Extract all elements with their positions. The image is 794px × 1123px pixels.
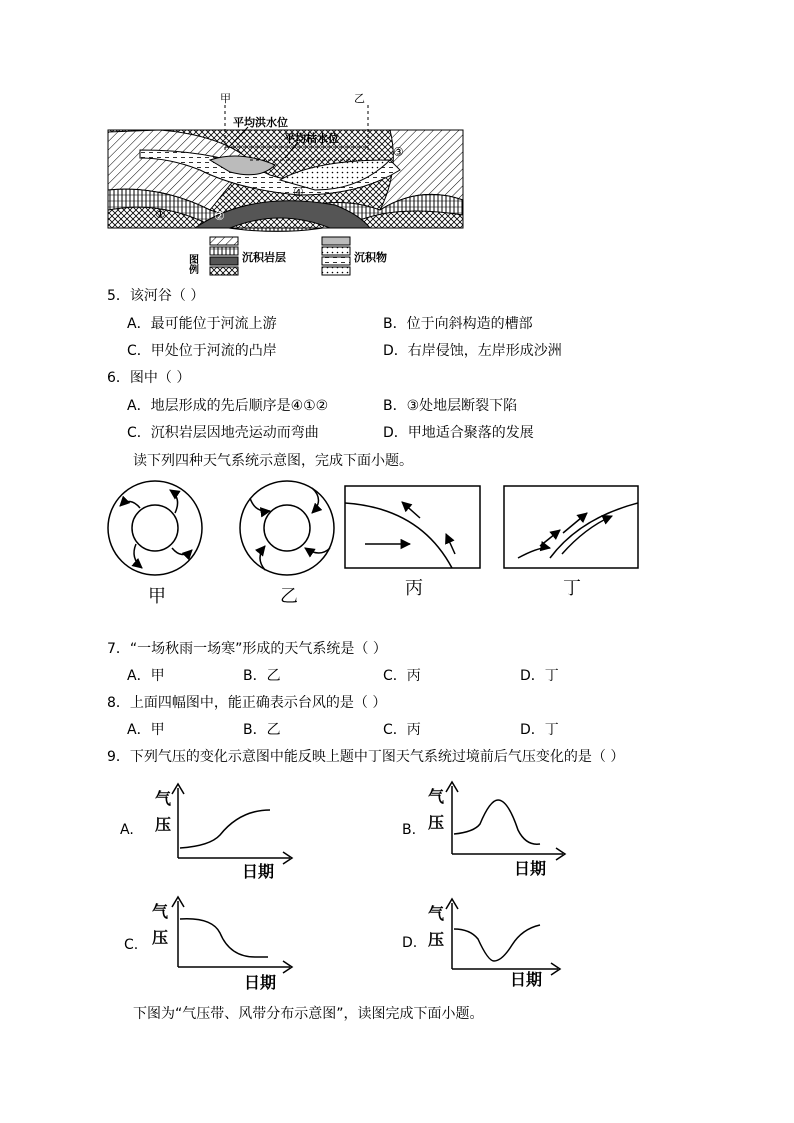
q9-graph-b[interactable] [398,780,578,880]
q9-option-b-label: B. [402,822,417,838]
q5-option-d[interactable]: D．右岸侵蚀，左岸形成沙洲 [383,343,562,359]
q8-option-c[interactable]: C．丙 [383,722,421,738]
q9-b-ylabel-2: 压 [428,813,445,832]
weather-system-jia [108,481,202,575]
weather-systems-diagram [100,478,660,608]
label-jia: 甲 [220,92,231,105]
q9-b-ylabel-1: 气 [428,787,445,806]
intro-weather-systems: 读下列四种天气系统示意图，完成下面小题。 [133,453,413,469]
fig2-label-ding: 丁 [563,578,581,599]
q6-stem: 6．图中（ ） [107,370,191,386]
q9-a-curve [180,810,270,848]
q9-c-ylabel-1: 气 [152,902,169,921]
legend-title: 图例 [186,254,198,274]
flood-level-label: 平均洪水位 [233,116,288,129]
q7-option-a[interactable]: A．甲 [127,668,165,684]
weather-system-bing [345,486,480,568]
weather-systems-figure [100,478,660,608]
fig2-label-jia: 甲 [148,586,166,607]
q5-option-b[interactable]: B．位于向斜构造的槽部 [383,316,533,332]
q9-option-d-label: D. [402,935,418,951]
q9-d-ylabel-2: 压 [428,930,445,949]
q9-b-curve [454,800,540,844]
weather-system-ding [504,486,638,568]
q9-option-a-label: A. [120,822,134,838]
q7-option-c[interactable]: C．丙 [383,668,421,684]
q9-stem: 9．下列气压的变化示意图中能反映上题中丁图天气系统过境前后气压变化的是（ ） [107,749,625,765]
q6-option-d[interactable]: D．甲地适合聚落的发展 [383,425,534,441]
layer-label-3: ③ [393,145,404,159]
q7-option-b[interactable]: B．乙 [243,668,281,684]
q9-a-ylabel-1: 气 [155,789,172,808]
q9-d-xlabel: 日期 [510,970,543,989]
q9-graph-a[interactable] [120,780,300,880]
q9-c-ylabel-2: 压 [152,928,169,947]
fig2-label-yi: 乙 [280,586,298,607]
q9-d-curve [454,925,540,961]
q9-graph-d[interactable] [398,897,578,997]
q9-d-ylabel-1: 气 [428,904,445,923]
q9-c-xlabel: 日期 [244,973,277,992]
q8-option-d[interactable]: D．丁 [520,722,559,738]
q8-option-a[interactable]: A．甲 [127,722,165,738]
layer-label-4: ④ [293,185,304,199]
river-valley-figure [100,90,480,280]
layer-label-2: ② [214,209,225,223]
q9-b-xlabel: 日期 [514,859,547,878]
q9-graph-c[interactable] [120,895,300,995]
q9-a-ylabel-2: 压 [155,815,172,834]
q6-option-c[interactable]: C．沉积岩层因地壳运动而弯曲 [127,425,319,441]
layer-label-1: ① [155,207,166,221]
legend-sediment-label: 沉积物 [354,251,387,264]
dry-level-label: 平均枯水位 [284,132,339,145]
q5-stem: 5．该河谷（ ） [107,288,205,304]
river-valley-diagram [100,90,480,280]
q8-stem: 8．上面四幅图中，能正确表示台风的是（ ） [107,695,387,711]
q9-c-curve [180,919,268,957]
q7-option-d[interactable]: D．丁 [520,668,559,684]
fig2-label-bing: 丙 [405,578,423,599]
q6-option-a[interactable]: A．地层形成的先后顺序是④①② [127,398,329,414]
label-yi: 乙 [354,92,365,105]
q7-stem: 7．“一场秋雨一场寒”形成的天气系统是（ ） [107,641,387,657]
q6-option-b[interactable]: B．③处地层断裂下陷 [383,398,518,414]
weather-system-yi [240,481,334,575]
q9-option-c-label: C. [124,937,139,953]
legend-rock-label: 沉积岩层 [242,251,286,264]
q8-option-b[interactable]: B．乙 [243,722,281,738]
intro-pressure-belts: 下图为“气压带、风带分布示意图”，读图完成下面小题。 [133,1006,484,1022]
q9-a-xlabel: 日期 [242,862,275,880]
q5-option-c[interactable]: C．甲处位于河流的凸岸 [127,343,277,359]
q5-option-a[interactable]: A．最可能位于河流上游 [127,316,277,332]
